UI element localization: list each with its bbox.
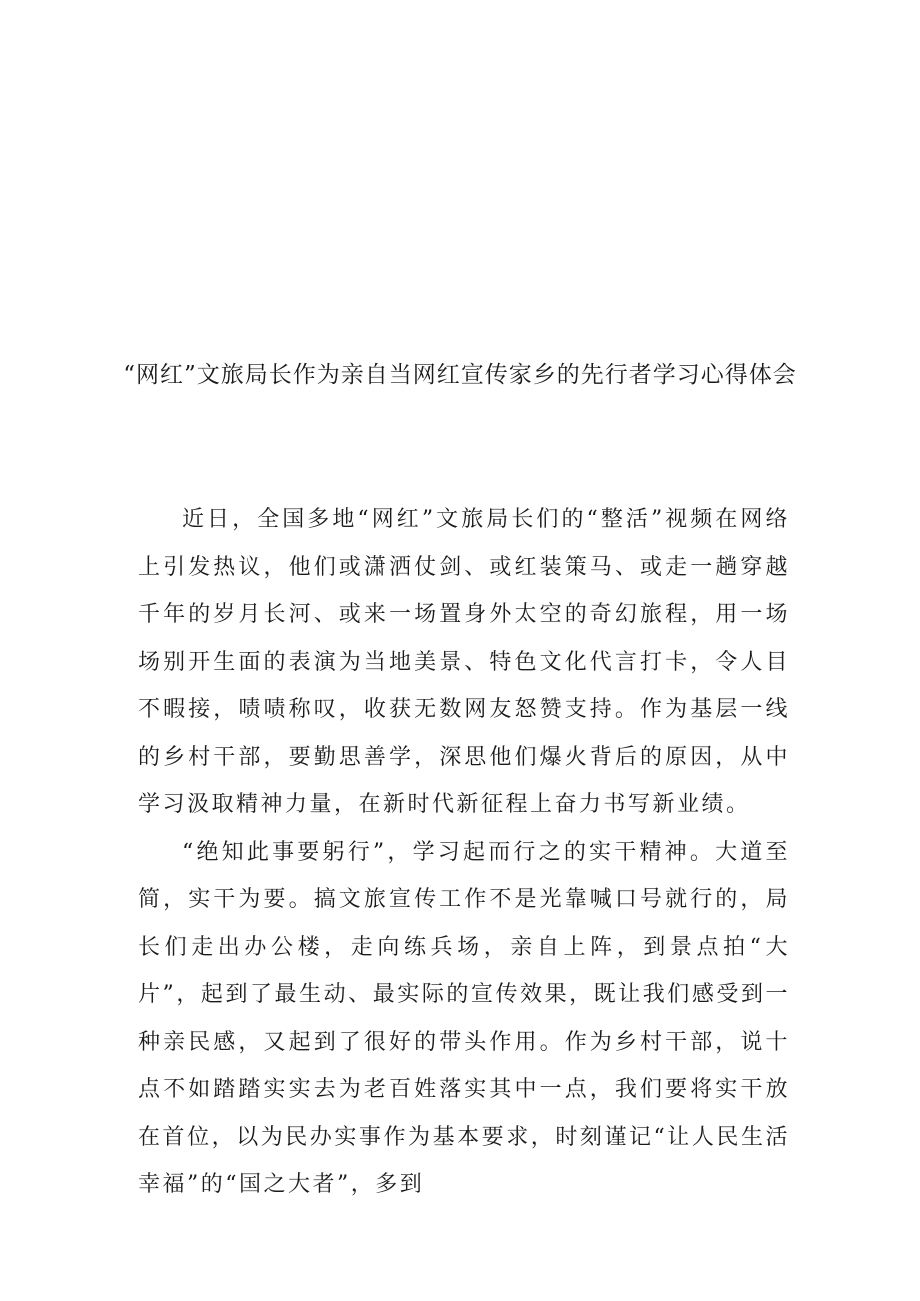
paragraph-1: 近日，全国多地“网红”文旅局长们的“整活”视频在网络上引发热议，他们或潇洒仗剑、或红装策马、或走一趟穿越千年的岁月长河、或来一场置身外太空的奇幻旅程，用一场场别开生面的表演为当地美景、特色文化代言打卡，令人目不暇接，啧啧称叹，收获无数网友怒赞支持。作为基层一线的乡村干部，要勤思善学，深思他们爆火背后的原因，从中学习汲取精神力量，在新时代新征程上奋力书写新业绩。	[138, 507, 790, 817]
document-body	[138, 496, 790, 1209]
document-title: “网红”文旅局长作为亲自当网红宣传家乡的先行者学习心得体会	[123, 362, 797, 388]
paragraph-2: “绝知此事要躬行”，学习起而行之的实干精神。大道至简，实干为要。搞文旅宣传工作不是光靠喊口号就行的，局长们走出办公楼，走向练兵场，亲自上阵，到景点拍“大片”，起到了最生动、最实际的宣传效果，既让我们感受到一种亲民感，又起到了很好的带头作用。作为乡村干部，说十点不如踏踏实实去为老百姓落实其中一点，我们要将实干放在首位，以为民办实事作为基本要求，时刻谨记“让人民生活幸福”的“国之大者”，多到	[138, 839, 790, 1197]
